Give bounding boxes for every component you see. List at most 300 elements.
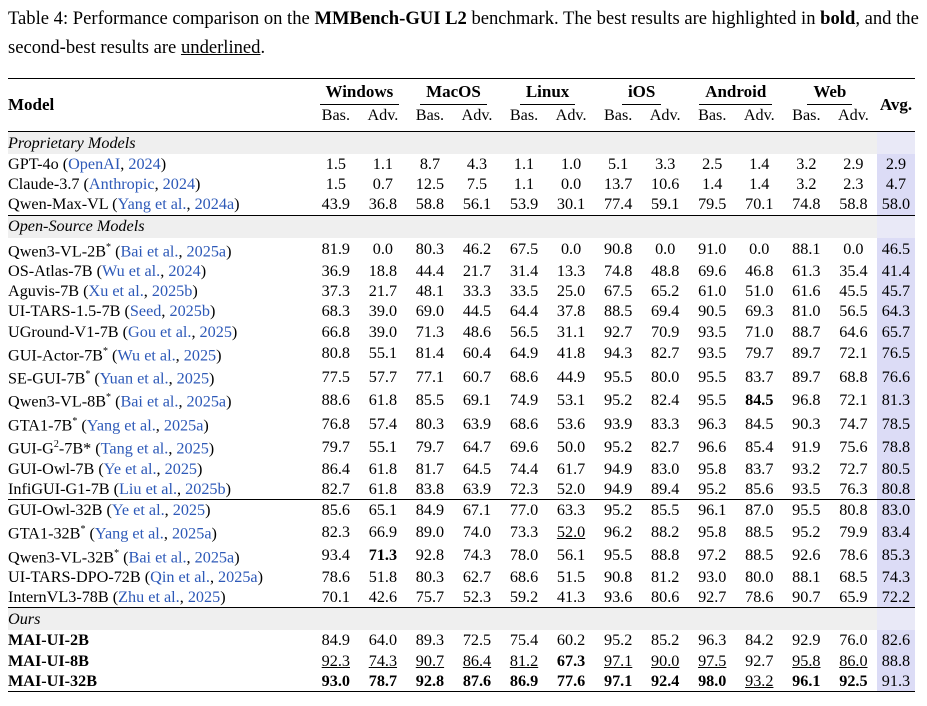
score-cell: 5.1 bbox=[608, 155, 629, 174]
score-cell: 96.3 bbox=[698, 631, 727, 650]
score-cell: 1.1 bbox=[513, 155, 535, 174]
score-cell: 78.0 bbox=[509, 546, 539, 565]
score-cell: 33.3 bbox=[462, 282, 492, 301]
score-cell: 80.3 bbox=[415, 240, 445, 259]
citation-year-link[interactable]: 2025 bbox=[187, 588, 221, 607]
score-cell: 10.6 bbox=[651, 175, 680, 194]
score-cell: 39.0 bbox=[368, 302, 398, 321]
score-cell: 92.7 bbox=[745, 651, 774, 670]
score-cell: 97.5 bbox=[698, 651, 727, 670]
score-cell: 37.8 bbox=[556, 302, 586, 321]
citation-year-link[interactable]: 2025 bbox=[199, 322, 232, 341]
score-cell: 93.4 bbox=[321, 546, 350, 565]
score-cell: 67.5 bbox=[509, 240, 539, 259]
score-cell: 76.3 bbox=[839, 479, 868, 498]
score-cell: 96.1 bbox=[689, 500, 736, 521]
score-cell: 74.3 bbox=[368, 651, 398, 670]
score-cell: 18.8 bbox=[368, 262, 398, 281]
score-cell: 0.0 bbox=[749, 240, 770, 259]
citation-link[interactable]: Wu et al. bbox=[117, 346, 176, 365]
section-header-row bbox=[8, 215, 915, 238]
score-cell: 92.3 bbox=[321, 651, 350, 670]
avg-score-cell: 85.3 bbox=[877, 544, 915, 567]
score-cell: 78.6 bbox=[745, 588, 774, 607]
score-cell: 84.5 bbox=[745, 391, 774, 410]
citation-year-link[interactable]: 2025 bbox=[172, 501, 206, 520]
citation-link[interactable]: Bai et al. bbox=[128, 548, 187, 566]
score-cell: 43.9 bbox=[321, 195, 350, 214]
score-cell: 0.0 bbox=[655, 240, 676, 259]
score-cell: 95.2 bbox=[698, 479, 727, 498]
score-cell: 31.4 bbox=[509, 262, 539, 281]
score-cell: 0.0 bbox=[372, 240, 393, 259]
score-cell: 56.1 bbox=[556, 546, 586, 565]
score-cell: 57.7 bbox=[368, 367, 398, 386]
score-cell: 85.5 bbox=[415, 391, 445, 410]
score-cell: 88.2 bbox=[651, 522, 680, 541]
score-cell: 74.0 bbox=[462, 522, 492, 541]
score-cell: 93.2 bbox=[736, 671, 783, 692]
score-cell: 87.0 bbox=[736, 500, 783, 521]
score-cell: 48.6 bbox=[462, 322, 492, 341]
score-cell: 93.5 bbox=[698, 344, 727, 363]
score-cell: 31.1 bbox=[556, 322, 586, 341]
citation-year-link[interactable]: 2025a bbox=[186, 392, 227, 411]
score-cell: 90.7 bbox=[792, 588, 821, 607]
model-name-cell bbox=[8, 671, 312, 692]
score-cell: 89.3 bbox=[415, 631, 445, 650]
score-cell: 93.0 bbox=[312, 671, 359, 692]
model-name-cell: UI-TARS-DPO-72B (Qin et al., 2025a) bbox=[8, 568, 263, 587]
model-star-marker: * bbox=[106, 241, 112, 253]
table-row bbox=[8, 671, 915, 692]
caption-bold-word: bold bbox=[820, 8, 856, 29]
caption-underline-word: underlined bbox=[180, 37, 261, 58]
score-cell: 74.7 bbox=[839, 414, 868, 433]
citation-link[interactable]: Yang et al. bbox=[94, 524, 164, 543]
score-cell: 69.6 bbox=[698, 262, 727, 281]
score-cell: 95.5 bbox=[698, 367, 727, 386]
score-cell: 82.7 bbox=[651, 344, 680, 363]
citation-link[interactable]: Tang et al. bbox=[100, 439, 169, 458]
citation-year-link[interactable]: 2025 bbox=[183, 346, 217, 365]
score-cell: 86.9 bbox=[501, 671, 548, 692]
model-name-cell: UI-TARS-1.5-7B (Seed, 2025b) bbox=[8, 302, 216, 321]
score-cell: 84.9 bbox=[321, 631, 350, 650]
score-cell: 86.4 bbox=[321, 459, 350, 478]
avg-score-cell: 83.4 bbox=[877, 520, 915, 543]
score-cell: 84.2 bbox=[745, 631, 774, 650]
score-cell: 66.9 bbox=[368, 522, 398, 541]
score-cell: 81.2 bbox=[509, 651, 539, 670]
score-cell: 89.0 bbox=[415, 522, 445, 541]
model-name-cell: GUI-Owl-32B (Ye et al., 2025) bbox=[8, 500, 312, 521]
score-cell: 8.7 bbox=[419, 155, 441, 174]
score-cell: 96.1 bbox=[783, 671, 830, 692]
score-cell: 61.8 bbox=[368, 391, 398, 410]
score-cell: 90.7 bbox=[415, 651, 445, 670]
sub-header-adv: Adv. bbox=[743, 106, 775, 124]
section-header-row bbox=[8, 132, 915, 155]
citation-link[interactable]: Bai et al. bbox=[120, 241, 179, 260]
score-cell: 58.8 bbox=[839, 195, 868, 214]
score-cell: 92.9 bbox=[792, 631, 821, 650]
section-avg-spacer bbox=[877, 132, 915, 155]
citation-link[interactable]: Ye et al. bbox=[111, 501, 165, 520]
citation-year-link[interactable]: 2025a bbox=[171, 524, 212, 543]
model-name: GPT-4o bbox=[8, 155, 59, 174]
score-cell: 89.7 bbox=[792, 367, 821, 386]
score-cell: 82.7 bbox=[651, 437, 680, 456]
score-cell: 1.5 bbox=[325, 175, 346, 194]
sub-header-adv: Adv. bbox=[461, 106, 493, 124]
platform-label: MacOS bbox=[420, 82, 487, 105]
model-star-marker: * bbox=[114, 547, 120, 559]
score-cell: 4.3 bbox=[466, 155, 488, 174]
table-row bbox=[8, 520, 915, 543]
score-cell: 76.8 bbox=[321, 414, 350, 433]
score-cell: 52.0 bbox=[556, 479, 586, 498]
score-cell: 95.5 bbox=[603, 367, 633, 386]
score-cell: 88.5 bbox=[745, 522, 774, 541]
platform-header-macos bbox=[406, 79, 500, 107]
score-cell: 65.2 bbox=[651, 282, 680, 301]
score-cell: 93.0 bbox=[698, 568, 727, 587]
avg-score-cell: 2.9 bbox=[877, 154, 915, 174]
table-row bbox=[8, 500, 915, 521]
citation-link[interactable]: Liu et al. bbox=[119, 479, 178, 498]
section-header-row bbox=[8, 608, 915, 631]
score-cell: 77.4 bbox=[603, 195, 633, 214]
score-cell: 83.7 bbox=[745, 459, 774, 478]
table-row bbox=[8, 388, 915, 411]
sub-header-adv: Adv. bbox=[555, 106, 587, 124]
citation-link[interactable]: Zhu et al. bbox=[118, 588, 180, 607]
avg-score-cell: 46.5 bbox=[877, 238, 915, 261]
model-name: SE-GUI-7B bbox=[8, 369, 86, 388]
citation-link[interactable]: Xu et al. bbox=[88, 282, 144, 301]
score-cell: 48.8 bbox=[651, 262, 680, 281]
citation-link[interactable]: Ye et al. bbox=[103, 459, 157, 478]
citation-year-link[interactable]: 2025 bbox=[164, 459, 197, 478]
model-name-cell: Claude-3.7 (Anthropic, 2024) bbox=[8, 175, 201, 194]
citation-year-link[interactable]: 2024a bbox=[194, 195, 235, 214]
score-cell: 92.4 bbox=[642, 671, 689, 692]
model-name-cell: OS-Atlas-7B (Wu et al., 2024) bbox=[8, 262, 207, 281]
model-name-cell: GPT-4o (OpenAI, 2024) bbox=[8, 155, 167, 174]
score-cell: 95.2 bbox=[603, 631, 633, 650]
avg-score-cell: 4.7 bbox=[877, 174, 915, 194]
score-cell: 46.8 bbox=[745, 262, 774, 281]
table-row bbox=[8, 365, 915, 388]
score-cell: 46.2 bbox=[462, 240, 492, 259]
score-cell: 80.0 bbox=[651, 367, 680, 386]
score-cell: 79.5 bbox=[698, 195, 727, 214]
avg-score-cell: 74.3 bbox=[877, 567, 915, 587]
citation-link[interactable]: Yang et al. bbox=[86, 416, 156, 435]
model-name-cell: GUI-Actor-7B* (Wu et al., 2025) bbox=[8, 345, 222, 365]
score-cell: 60.4 bbox=[462, 344, 492, 363]
score-cell: 83.8 bbox=[415, 479, 445, 498]
score-cell: 74.8 bbox=[603, 262, 633, 281]
score-cell: 88.7 bbox=[792, 322, 821, 341]
model-star-marker: * bbox=[80, 524, 86, 536]
model-name-cell: InfiGUI-G1-7B (Liu et al., 2025b) bbox=[8, 479, 231, 498]
model-name: MAI-UI-2B bbox=[8, 631, 89, 650]
table-row bbox=[8, 544, 915, 567]
citation-year-link[interactable]: 2025a bbox=[194, 548, 235, 566]
score-cell: 88.6 bbox=[321, 391, 350, 410]
caption-suffix: . bbox=[260, 37, 266, 58]
score-cell: 0.0 bbox=[560, 240, 582, 259]
score-cell: 41.3 bbox=[556, 588, 586, 607]
score-cell: 91.9 bbox=[792, 437, 821, 456]
score-cell: 64.0 bbox=[368, 631, 398, 650]
score-cell: 60.7 bbox=[462, 367, 492, 386]
platform-header-web bbox=[783, 79, 877, 107]
score-cell: 35.4 bbox=[839, 262, 868, 281]
score-cell: 25.0 bbox=[556, 282, 586, 301]
score-cell: 1.1 bbox=[372, 155, 393, 174]
score-cell: 85.5 bbox=[642, 500, 689, 521]
model-name: MAI-UI-8B bbox=[8, 651, 89, 670]
model-name-superscript: 2 bbox=[53, 439, 59, 451]
avg-score-cell: 83.0 bbox=[877, 500, 915, 521]
citation-link[interactable]: Qin et al. bbox=[150, 568, 210, 587]
citation-year-link[interactable]: 2025 bbox=[176, 369, 210, 388]
score-cell: 66.8 bbox=[321, 322, 350, 341]
avg-score-cell: 88.8 bbox=[877, 651, 915, 671]
score-cell: 55.1 bbox=[368, 344, 398, 363]
model-name: Claude-3.7 bbox=[8, 175, 80, 194]
score-cell: 1.5 bbox=[325, 155, 346, 174]
score-cell: 93.6 bbox=[603, 588, 633, 607]
score-cell: 76.0 bbox=[839, 631, 868, 650]
score-cell: 84.5 bbox=[745, 414, 774, 433]
citation-year-link[interactable]: 2025a bbox=[186, 241, 227, 260]
sub-header-adv: Adv. bbox=[649, 106, 681, 124]
table-row bbox=[8, 154, 915, 174]
score-cell: 97.1 bbox=[595, 671, 642, 692]
score-cell: 74.4 bbox=[509, 459, 539, 478]
score-cell: 53.6 bbox=[556, 414, 586, 433]
score-cell: 7.5 bbox=[466, 175, 488, 194]
model-name: GUI-Owl-32B bbox=[8, 501, 103, 520]
table-row bbox=[8, 261, 915, 281]
score-cell: 84.9 bbox=[406, 500, 453, 521]
citation-link[interactable]: OpenAI bbox=[68, 155, 121, 174]
avg-score-cell: 76.5 bbox=[877, 342, 915, 365]
caption-prefix: Table 4: Performance comparison on the bbox=[8, 8, 315, 29]
score-cell: 97.2 bbox=[698, 546, 727, 565]
score-cell: 67.1 bbox=[453, 500, 500, 521]
model-name: Qwen3-VL-32B bbox=[8, 548, 115, 566]
citation-link[interactable]: Bai et al. bbox=[120, 392, 179, 411]
score-cell: 69.6 bbox=[509, 437, 539, 456]
score-cell: 73.3 bbox=[509, 522, 539, 541]
score-cell: 95.2 bbox=[595, 500, 642, 521]
score-cell: 68.3 bbox=[321, 302, 350, 321]
sub-header-bas: Bas. bbox=[509, 106, 539, 124]
score-cell: 3.2 bbox=[796, 175, 817, 194]
table-row bbox=[8, 342, 915, 365]
results-table bbox=[8, 78, 915, 692]
score-cell: 92.8 bbox=[406, 671, 453, 692]
score-cell: 88.8 bbox=[651, 546, 680, 565]
platform-header-linux bbox=[501, 79, 595, 107]
model-name: UI-TARS-DPO-72B bbox=[8, 568, 141, 587]
citation-year-link[interactable]: 2025a bbox=[218, 568, 258, 587]
score-cell: 57.4 bbox=[368, 414, 398, 433]
score-cell: 71.3 bbox=[368, 546, 398, 565]
score-cell: 0.7 bbox=[372, 175, 393, 194]
score-cell: 61.0 bbox=[698, 282, 727, 301]
model-name-cell: Qwen3-VL-32B* (Bai et al., 2025a) bbox=[8, 547, 240, 566]
score-cell: 21.7 bbox=[368, 282, 398, 301]
citation-link[interactable]: Gou et al. bbox=[128, 322, 192, 341]
sub-header-bas: Bas. bbox=[415, 106, 445, 124]
score-cell: 65.1 bbox=[359, 500, 406, 521]
table-row bbox=[8, 322, 915, 342]
avg-score-cell: 45.7 bbox=[877, 281, 915, 301]
score-cell: 39.0 bbox=[368, 322, 398, 341]
score-cell: 96.6 bbox=[698, 437, 727, 456]
score-cell: 59.2 bbox=[509, 588, 539, 607]
score-cell: 3.2 bbox=[796, 155, 817, 174]
score-cell: 88.5 bbox=[603, 302, 633, 321]
citation-year-link[interactable]: 2025b bbox=[185, 479, 226, 498]
score-cell: 60.2 bbox=[556, 631, 586, 650]
citation-year-link[interactable]: 2025b bbox=[169, 302, 210, 321]
score-cell: 50.0 bbox=[556, 437, 586, 456]
score-cell: 89.7 bbox=[792, 344, 821, 363]
score-cell: 85.6 bbox=[312, 500, 359, 521]
score-cell: 95.8 bbox=[698, 459, 727, 478]
sub-header-bas: Bas. bbox=[603, 106, 633, 124]
score-cell: 83.7 bbox=[745, 367, 774, 386]
score-cell: 44.4 bbox=[415, 262, 445, 281]
score-cell: 92.8 bbox=[415, 546, 445, 565]
citation-link[interactable]: Yang et al. bbox=[117, 195, 187, 214]
score-cell: 86.4 bbox=[462, 651, 492, 670]
model-name-cell: Qwen-Max-VL (Yang et al., 2024a) bbox=[8, 195, 240, 214]
model-name: GUI-G bbox=[8, 439, 54, 458]
score-cell: 93.5 bbox=[698, 322, 727, 341]
score-cell: 92.7 bbox=[603, 322, 633, 341]
table-row bbox=[8, 459, 915, 479]
avg-score-cell: 91.3 bbox=[877, 671, 915, 692]
avg-score-cell: 82.6 bbox=[877, 630, 915, 650]
score-cell: 2.5 bbox=[702, 155, 723, 174]
citation-link[interactable]: Anthropic bbox=[88, 175, 155, 194]
score-cell: 67.3 bbox=[556, 651, 586, 670]
score-cell: 78.7 bbox=[359, 671, 406, 692]
citation-year-link[interactable]: 2025b bbox=[151, 282, 193, 301]
citation-year-link[interactable]: 2024 bbox=[168, 262, 201, 281]
score-cell: 77.5 bbox=[321, 367, 350, 386]
score-cell: 36.8 bbox=[368, 195, 398, 214]
score-cell: 79.7 bbox=[321, 437, 350, 456]
score-cell: 96.8 bbox=[792, 391, 821, 410]
score-cell: 1.1 bbox=[513, 175, 535, 194]
score-cell: 69.4 bbox=[651, 302, 680, 321]
model-name: InternVL3-78B bbox=[8, 588, 109, 607]
model-name-cell bbox=[8, 651, 312, 671]
model-name: Aguvis-7B bbox=[8, 282, 80, 301]
citation-year-link[interactable]: 2025 bbox=[176, 439, 209, 458]
score-cell: 3.3 bbox=[655, 155, 676, 174]
score-cell: 98.0 bbox=[689, 671, 736, 692]
score-cell: 55.1 bbox=[368, 437, 398, 456]
table-row bbox=[8, 194, 915, 215]
section-avg-spacer bbox=[877, 608, 915, 631]
citation-year-link[interactable]: 2024 bbox=[128, 155, 161, 174]
table-row bbox=[8, 301, 915, 321]
score-cell: 51.0 bbox=[745, 282, 774, 301]
score-cell: 81.0 bbox=[792, 302, 821, 321]
score-cell: 1.4 bbox=[749, 175, 770, 194]
score-cell: 51.5 bbox=[556, 568, 586, 587]
score-cell: 77.1 bbox=[415, 367, 445, 386]
score-cell: 68.6 bbox=[509, 568, 539, 587]
citation-link[interactable]: Wu et al. bbox=[101, 262, 161, 281]
score-cell: 94.9 bbox=[603, 459, 633, 478]
score-cell: 13.3 bbox=[556, 262, 586, 281]
sub-header-adv: Adv. bbox=[367, 106, 399, 124]
score-cell: 78.6 bbox=[839, 546, 868, 565]
avg-score-cell: 80.8 bbox=[877, 479, 915, 500]
model-name: GTA1-32B bbox=[8, 524, 81, 543]
score-cell: 88.1 bbox=[792, 568, 821, 587]
score-cell: 0.0 bbox=[560, 175, 582, 194]
score-cell: 87.6 bbox=[453, 671, 500, 692]
citation-year-link[interactable]: 2024 bbox=[162, 175, 196, 194]
score-cell: 64.9 bbox=[509, 344, 539, 363]
score-cell: 56.1 bbox=[462, 195, 492, 214]
avg-score-cell: 80.5 bbox=[877, 459, 915, 479]
score-cell: 95.5 bbox=[698, 391, 727, 410]
score-cell: 80.8 bbox=[321, 344, 350, 363]
score-cell: 2.9 bbox=[843, 155, 864, 174]
score-cell: 90.3 bbox=[792, 414, 821, 433]
score-cell: 74.9 bbox=[509, 391, 539, 410]
score-cell: 41.8 bbox=[556, 344, 586, 363]
model-star-marker: * bbox=[72, 415, 78, 427]
citation-year-link[interactable]: 2025a bbox=[163, 416, 204, 435]
score-cell: 95.5 bbox=[783, 500, 830, 521]
score-cell: 88.5 bbox=[745, 546, 774, 565]
model-column-header: Model bbox=[8, 79, 312, 132]
caption-mid2: , and the second-best results are bbox=[8, 8, 919, 58]
citation-link[interactable]: Yuan et al. bbox=[99, 369, 169, 388]
score-cell: 96.2 bbox=[603, 522, 633, 541]
score-cell: 72.3 bbox=[509, 479, 539, 498]
citation-link[interactable]: Seed bbox=[129, 302, 162, 321]
score-cell: 45.5 bbox=[839, 282, 868, 301]
platform-label: iOS bbox=[622, 82, 661, 105]
caption-mid: benchmark. The best results are highlighted in bbox=[466, 8, 821, 29]
score-cell: 68.6 bbox=[509, 414, 539, 433]
score-cell: 91.0 bbox=[698, 240, 727, 259]
table-caption bbox=[8, 4, 920, 62]
score-cell: 95.8 bbox=[792, 651, 821, 670]
score-cell: 62.7 bbox=[462, 568, 492, 587]
model-star-marker: * bbox=[102, 345, 108, 357]
score-cell: 72.1 bbox=[839, 344, 868, 363]
score-cell: 90.8 bbox=[603, 568, 633, 587]
section-avg-spacer bbox=[877, 215, 915, 238]
score-cell: 13.7 bbox=[603, 175, 633, 194]
